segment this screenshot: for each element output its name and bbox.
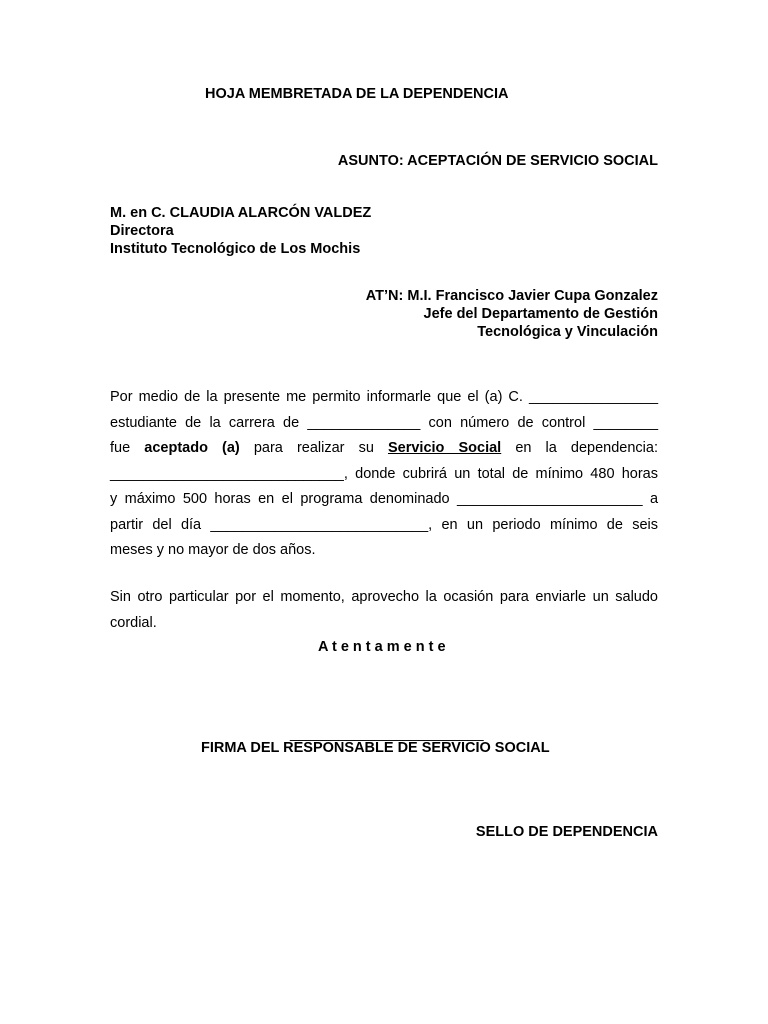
body-text: para realizar su — [253, 440, 374, 456]
career-blank: ______________ — [307, 414, 421, 431]
subject-line: ASUNTO: ACEPTACIÓN DE SERVICIO SOCIAL — [337, 153, 658, 169]
dependency-blank: _____________________________, — [110, 465, 348, 482]
body-text: donde cubrirá un total de mínimo 480 horas — [355, 465, 658, 482]
body-line — [110, 487, 658, 513]
social-service-text: Servicio Social — [387, 440, 502, 456]
body-paragraph-1 — [110, 385, 658, 564]
recipient-block — [110, 204, 658, 258]
recipient-position: Directora — [110, 223, 174, 239]
body-line: cordial. — [110, 614, 157, 631]
body-line — [110, 436, 658, 462]
body-text: estudiante de la carrera de — [110, 414, 300, 431]
body-text: con número de control — [428, 414, 586, 431]
attention-name: AT’N: M.I. Francisco Javier Cupa Gonzalez — [365, 288, 658, 304]
attention-title-1: Jefe del Departamento de Gestión — [423, 306, 658, 322]
body-paragraph-2 — [110, 585, 658, 636]
body-text: fue — [110, 440, 131, 456]
body-text: a — [649, 491, 659, 507]
recipient-institution: Instituto Tecnológico de Los Mochis — [110, 241, 361, 257]
program-name-blank: _______________________ — [457, 491, 643, 507]
body-line: Sin otro particular por el momento, aprovecho la ocasión para enviarle un saludo — [110, 589, 658, 605]
body-text: en un periodo mínimo de seis — [441, 516, 658, 533]
body-text: Por medio de la presente me permito informarle que el (a) C. — [110, 389, 523, 405]
body-line — [110, 385, 658, 411]
control-number-blank: ________ — [593, 414, 659, 431]
attention-title-2: Tecnológica y Vinculación — [477, 324, 658, 340]
accepted-text: aceptado (a) — [144, 440, 240, 456]
body-text: partir del día — [110, 516, 202, 533]
body-line — [110, 411, 658, 437]
body-line: meses y no mayor de dos años. — [110, 542, 316, 558]
signature-line: ________________________ — [290, 726, 484, 742]
start-date-blank: ___________________________, — [210, 516, 433, 533]
body-line — [110, 513, 658, 539]
body-text: y máximo 500 horas en el programa denominado — [110, 491, 450, 507]
regards-text: A t e n t a m e n t e — [318, 639, 446, 655]
attention-block — [110, 287, 658, 341]
body-line — [110, 462, 658, 488]
body-text: en la dependencia: — [515, 440, 658, 456]
student-name-blank: ________________ — [528, 389, 659, 405]
signature-label: FIRMA DEL RESPONSABLE DE SERVICIO SOCIAL — [201, 740, 550, 756]
recipient-name: M. en C. CLAUDIA ALARCÓN VALDEZ — [110, 205, 372, 221]
stamp-label: SELLO DE DEPENDENCIA — [475, 824, 658, 840]
letterhead-title: HOJA MEMBRETADA DE LA DEPENDENCIA — [205, 86, 509, 102]
